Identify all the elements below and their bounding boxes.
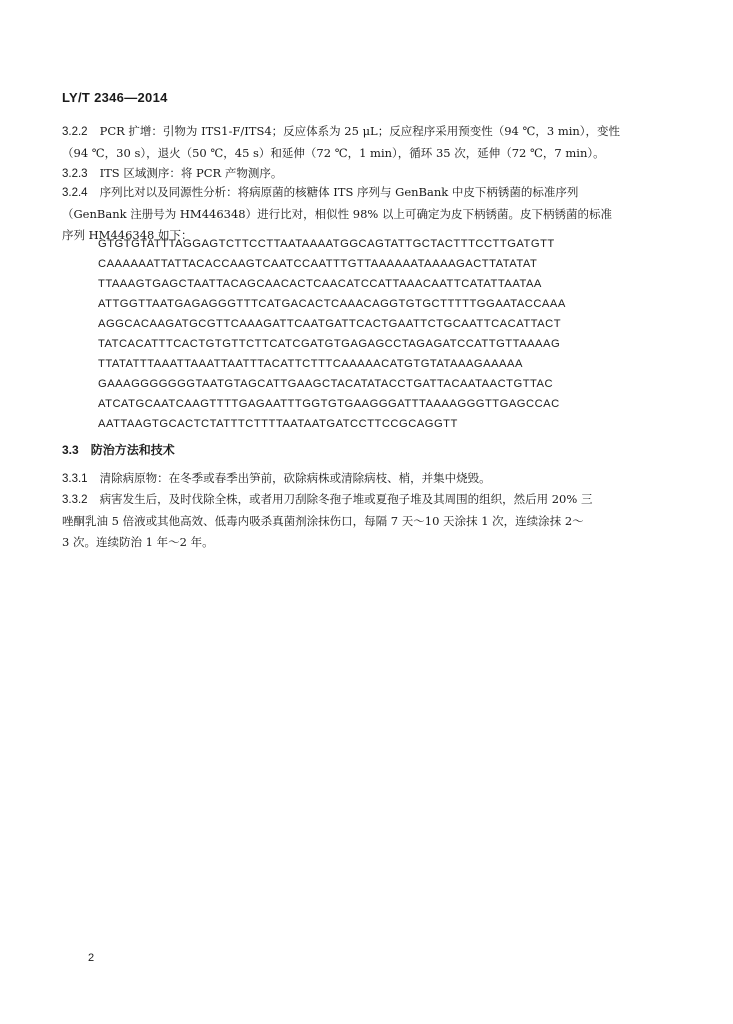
clause-3-2-2: [62, 121, 668, 164]
section-heading-3-3: [62, 441, 175, 458]
clause-line: （GenBank 注册号为 HM446348）进行比对，相似性 98% 以上可确定为皮下柄锈菌。皮下柄锈菌的标准: [62, 207, 612, 221]
clause-number: 3.2.4: [62, 187, 88, 199]
clause-line: 序列 HM446348 如下：: [62, 228, 193, 242]
sequence-line: TTATATTTAAATTAAATTAATTTACATTCTTTCAAAAACATGTGTATAAAGAAAAA: [98, 358, 523, 370]
clause-line: 3 次。连续防治 1 年～2 年。: [62, 535, 214, 549]
clause-line: 3.2.2 PCR 扩增：引物为 ITS1-F/ITS4；反应体系为 25 μL；反应程序采用预变性（94 ℃，3 min），变性: [62, 124, 621, 138]
page-number: 2: [88, 952, 95, 964]
sequence-line: ATTGGTTAATGAGAGGGTTTCATGACACTCAAACAGGTGTGCTTTTTGGAATACCAAA: [98, 298, 566, 310]
section-number: 3.3: [62, 443, 79, 457]
clause-number: 3.2.2: [62, 126, 88, 138]
clause-number: 3.3.2: [62, 494, 88, 506]
clause-line: 唑酮乳油 5 倍液或其他高效、低毒内吸杀真菌剂涂抹伤口，每隔 7 天～10 天涂抹 1 次，连续涂抹 2～: [62, 514, 584, 528]
clause-number: 3.3.1: [62, 473, 88, 485]
clause-line: 3.2.3 ITS 区域测序：将 PCR 产物测序。: [62, 166, 283, 180]
sequence-line: ATCATGCAATCAAGTTTTGAGAATTTGGTGTGAAGGGATTTAAAAGGGTTGAGCCAC: [98, 398, 560, 410]
sequence-line: AATTAAGTGCACTCTATTTCTTTTAATAATGATCCTTCCGCAGGTT: [98, 418, 458, 430]
sequence-line: TATCACATTTCACTGTGTTCTTCATCGATGTGAGAGCCTAGAGATCCATTGTTAAAAG: [98, 338, 561, 350]
clause-number: 3.2.3: [62, 168, 88, 180]
clause-line: 3.3.1 清除病原物：在冬季或春季出笋前，砍除病株或清除病枝、梢，并集中烧毁。: [62, 471, 491, 485]
its-sequence-block: [98, 234, 566, 434]
clause-line: （94 ℃，30 s），退火（50 ℃，45 s）和延伸（72 ℃，1 min），循环 35 次，延伸（72 ℃，7 min）。: [62, 146, 605, 160]
sequence-line: TTAAAGTGAGCTAATTACAGCAACACTCAACATCCATTAAACAATTCATATTAATAA: [98, 278, 542, 290]
clause-3-3-2: [62, 489, 668, 553]
standard-code-header: LY/T 2346—2014: [62, 90, 168, 105]
sequence-line: CAAAAAATTATTACACCAAGTCAATCCAATTTGTTAAAAAATAAAAGACTTATATAT: [98, 258, 538, 270]
sequence-line: GTGTGTATTTAGGAGTCTTCCTTAATAAAATGGCAGTATTGCTACTTTCCTTGATGTT: [98, 238, 555, 250]
clause-line: 3.3.2 病害发生后，及时伐除全株，或者用刀刮除冬孢子堆或夏孢子堆及其周围的组织，然后用 20% 三: [62, 492, 593, 506]
sequence-line: GAAAGGGGGGGTAATGTAGCATTGAAGCTACATATACCTGATTACAATAACTGTTAC: [98, 378, 554, 390]
clause-3-3-1: [62, 468, 668, 490]
section-title: 防治方法和技术: [90, 443, 175, 457]
clause-line: 3.2.4 序列比对以及同源性分析：将病原菌的核糖体 ITS 序列与 GenBank 中皮下柄锈菌的标准序列: [62, 185, 579, 199]
sequence-line: AGGCACAAGATGCGTTCAAAGATTCAATGATTCACTGAATTCTGCAATTCACATTACT: [98, 318, 562, 330]
